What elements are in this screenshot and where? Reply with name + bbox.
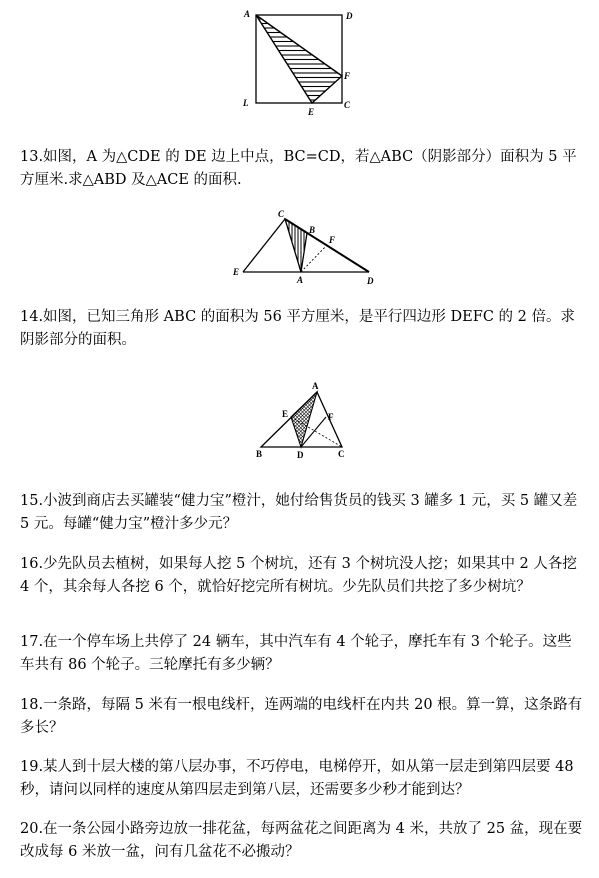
figure-14 [250, 377, 360, 461]
label-b: B [309, 225, 316, 235]
problem-18-text: 18.一条路，每隔 5 米有一根电线杆，连两端的电线杆在内共 20 根。算一算，这条路有多长？ [20, 697, 583, 736]
square-figure [230, 0, 370, 120]
figure-13 [225, 205, 385, 287]
label-e: E [282, 409, 289, 419]
label-c: C [338, 449, 345, 459]
label-a: A [297, 275, 304, 285]
label-a: A [244, 9, 251, 19]
label-e: E [308, 107, 315, 117]
label-f: F [344, 71, 351, 81]
shaded-triangle-abc [285, 219, 307, 272]
label-f: F [328, 412, 334, 422]
label-l: L [243, 98, 249, 108]
label-e: E [233, 267, 240, 277]
problem-17-text: 17.在一个停车场上共停了 24 辆车，其中汽车有 4 个轮子，摩托车有 3 个轮子。这些车共有 86 个轮子。三轮摩托有多少辆？ [20, 634, 572, 673]
problem-13-text: 13.如图，A 为△CDE 的 DE 边上中点，BC=CD，若△ABC（阴影部分）面积为 5 平方厘米.求△ABD 及△ACE 的面积. [20, 149, 577, 188]
problem-16-text: 16.少先队员去植树，如果每人挖 5 个树坑，还有 3 个树坑没人挖；如果其中 2 人各挖 4 个，其余每人各挖 6 个，就恰好挖完所有树坑。少先队员们共挖了多少树坑？ [20, 556, 577, 595]
label-c: C [278, 209, 285, 219]
label-d: D [346, 11, 353, 21]
problem-19-text: 19.某人到十层大楼的第八层办事，不巧停电，电梯停开，如从第一层走到第四层要 48 秒，请问以同样的速度从第四层走到第八层，还需要多少秒才能到达？ [20, 759, 574, 798]
label-c: C [344, 100, 351, 110]
label-a: A [312, 381, 319, 391]
label-f: F [329, 235, 336, 245]
problem-20-text: 20.在一条公园小路旁边放一排花盆，每两盆花之间距离为 4 米，共放了 25 盆，现在要改成每 6 米放一盆，问有几盆花不必搬动？ [20, 821, 583, 860]
label-d: D [367, 276, 374, 286]
problem-14-text: 14.如图，已知三角形 ABC 的面积为 56 平方厘米，是平行四边形 DEFC 的 2 倍。求阴影部分的面积。 [20, 309, 575, 348]
label-d: D [297, 450, 304, 460]
problem-15-text: 15.小波到商店去买罐装“健力宝”橙汁，她付给售货员的钱买 3 罐多 1 元，买 5 罐又差 5 元。每罐“健力宝”橙汁多少元？ [20, 493, 578, 532]
shaded-triangle-aef [256, 15, 342, 103]
label-b: B [256, 449, 263, 459]
